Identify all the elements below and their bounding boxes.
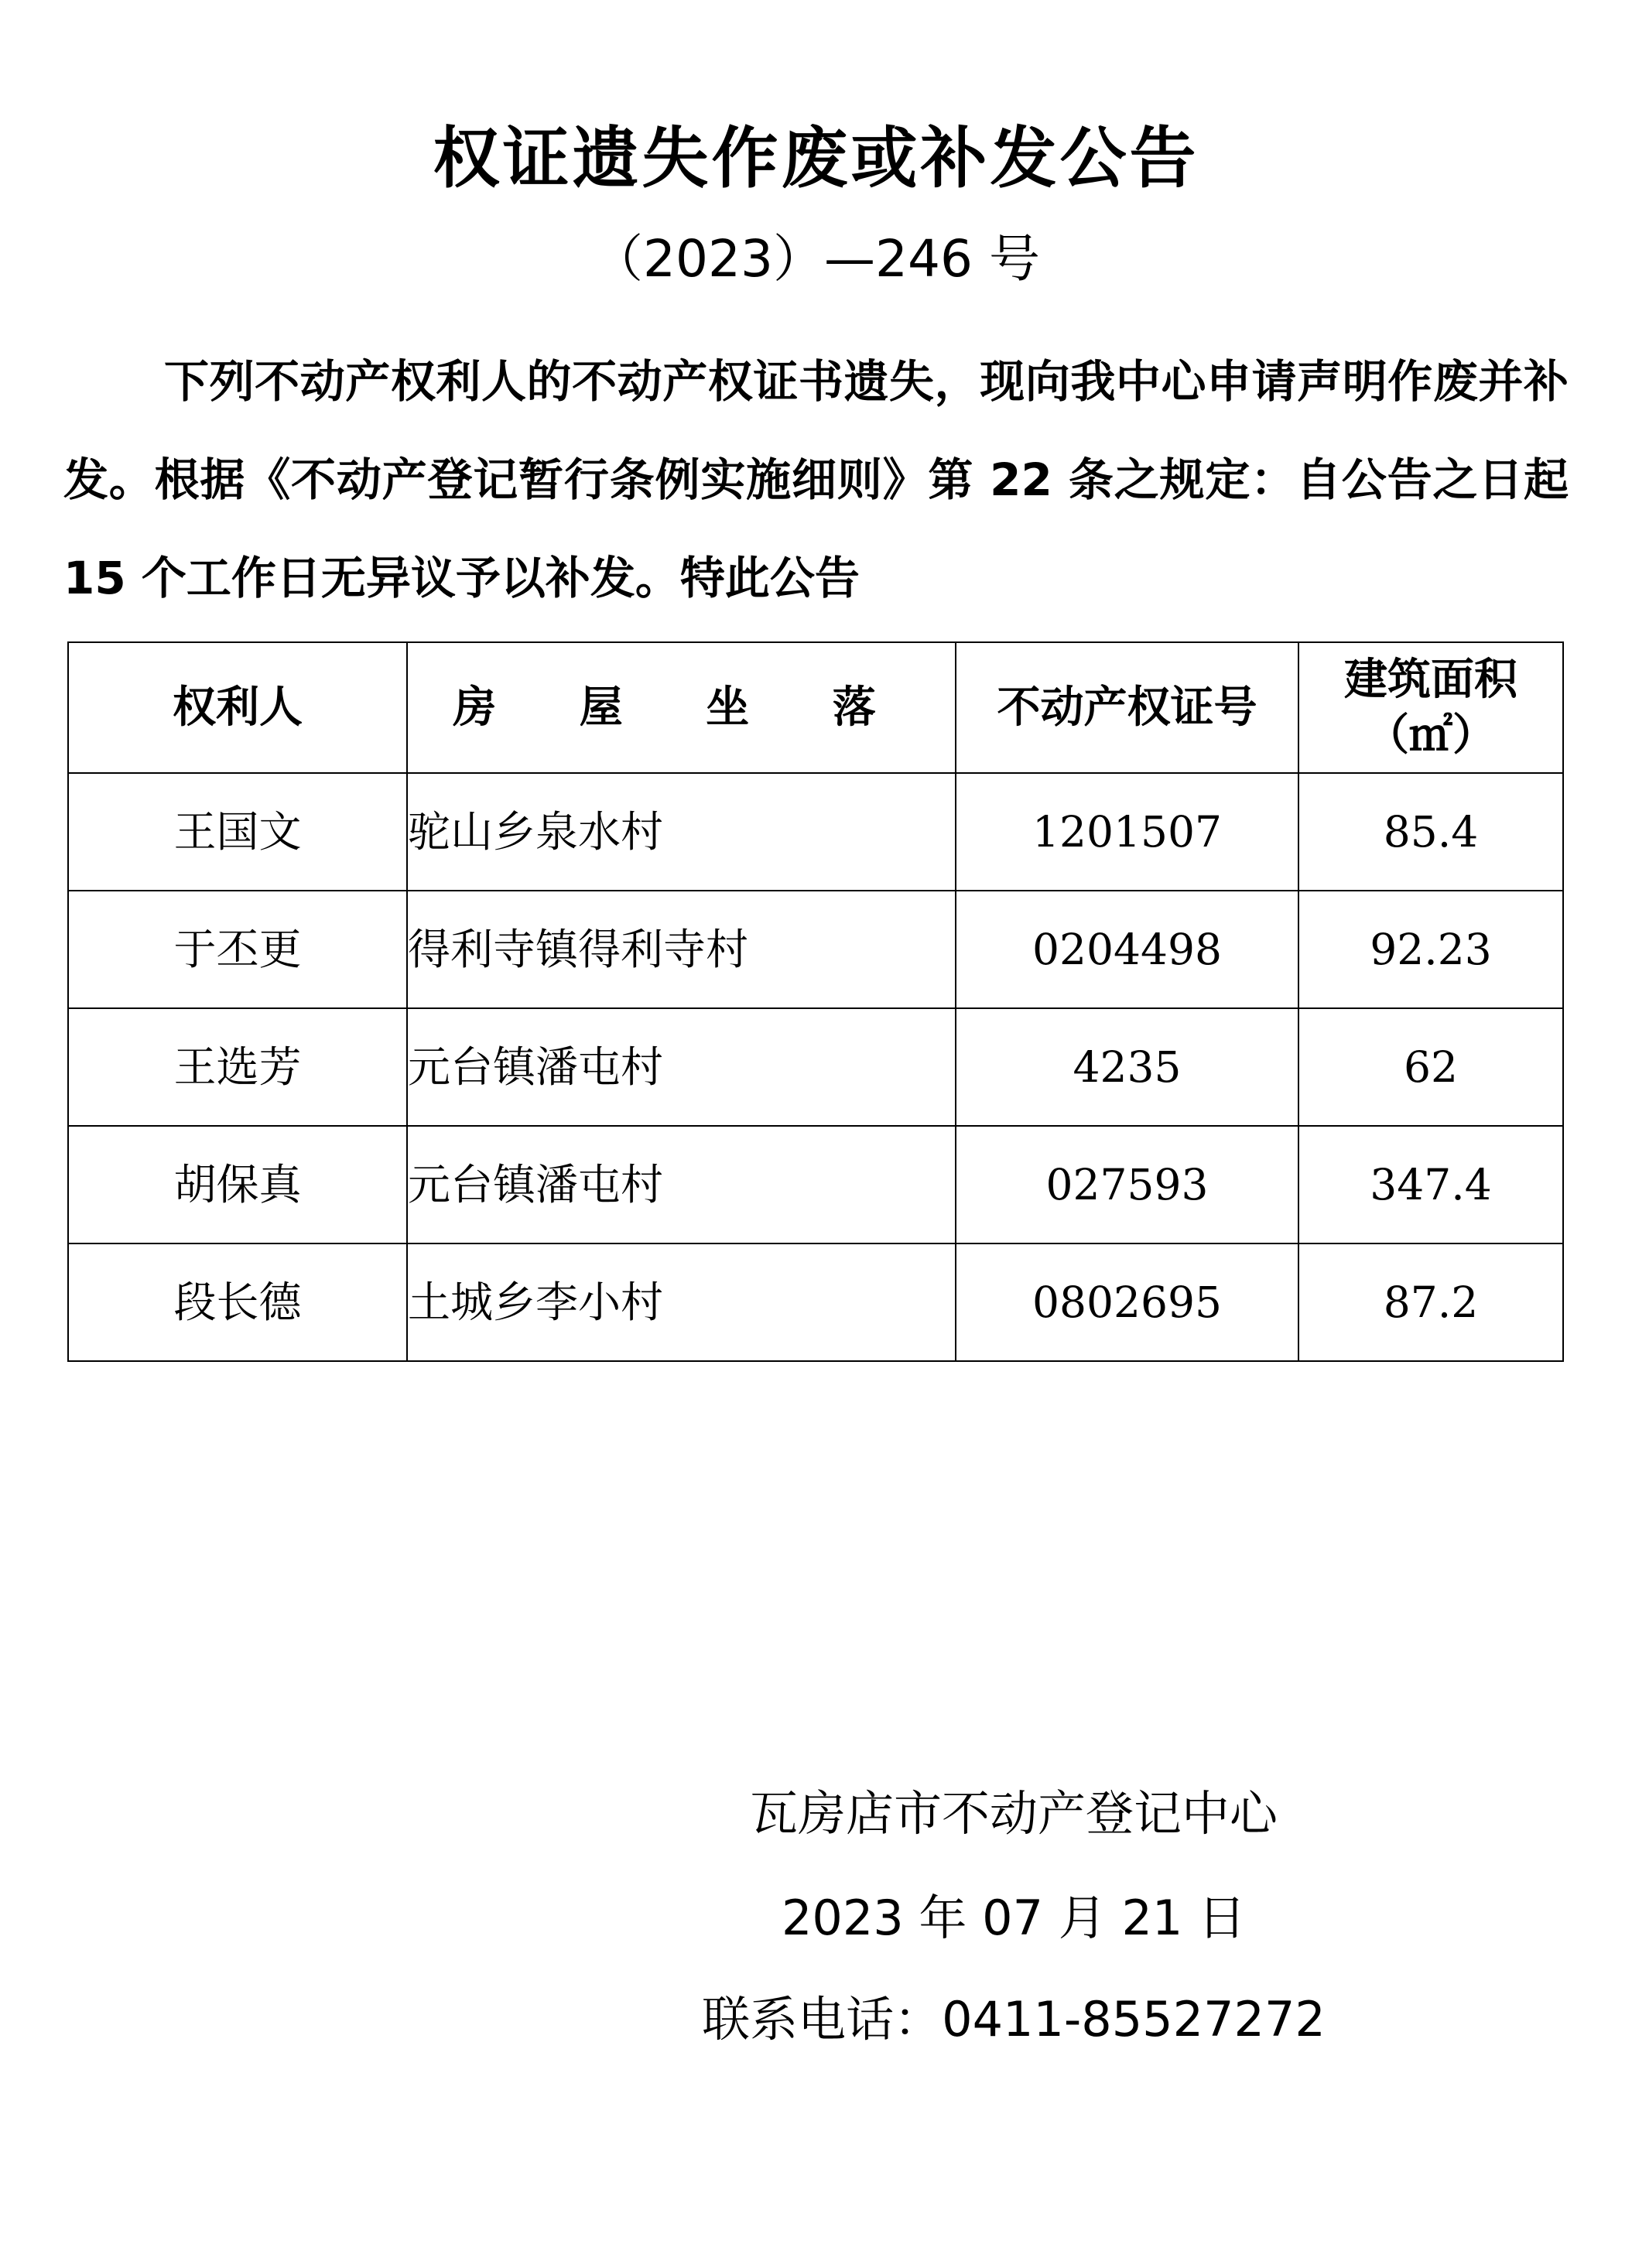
- header-area-unit: （㎡）: [1366, 710, 1496, 761]
- cell-location: 驼山乡泉水村: [407, 773, 956, 891]
- notice-number: （2023）—246 号: [592, 229, 1040, 289]
- table-row: [68, 891, 1563, 1008]
- cell-location: 元台镇潘屯村: [407, 1008, 956, 1126]
- notice-title: 权证遗失作废或补发公告: [433, 120, 1199, 197]
- cell-certificate: 1201507: [956, 773, 1298, 891]
- cell-area: 87.2: [1298, 1243, 1563, 1361]
- cell-certificate: 027593: [956, 1126, 1298, 1243]
- cell-holder: 王选芳: [68, 1008, 407, 1126]
- cell-location: 元台镇潘屯村: [407, 1126, 956, 1243]
- header-area: [1298, 642, 1563, 773]
- lost-certificate-table: [67, 641, 1564, 1362]
- cell-holder: 胡保真: [68, 1126, 407, 1243]
- table-header-row: [68, 642, 1563, 773]
- cell-area: 62: [1298, 1008, 1563, 1126]
- cell-location: 得利寺镇得利寺村: [407, 891, 956, 1008]
- header-location: 房 屋 坐 落: [407, 642, 956, 773]
- contact-phone: 联系电话：0411-85527272: [702, 1991, 1326, 2047]
- cell-holder: 于丕更: [68, 891, 407, 1008]
- cell-location: 土城乡李小村: [407, 1243, 956, 1361]
- cell-holder: 王国文: [68, 773, 407, 891]
- table-row: [68, 1008, 1563, 1126]
- cell-certificate: 4235: [956, 1008, 1298, 1126]
- cell-certificate: 0802695: [956, 1243, 1298, 1361]
- issuing-organization: 瓦房店市不动产登记中心: [749, 1785, 1278, 1842]
- notice-body: 下列不动产权利人的不动产权证书遗失，现向我中心申请声明作废并补发。根据《不动产登记暂行条例实施细则》第 22 条之规定：自公告之日起 15 个工作日无异议予以补发。特此公告: [63, 355, 1569, 604]
- cell-holder: 段长德: [68, 1243, 407, 1361]
- cell-area: 92.23: [1298, 891, 1563, 1008]
- header-holder: 权利人: [68, 642, 407, 773]
- table-row: [68, 1243, 1563, 1361]
- cell-area: 347.4: [1298, 1126, 1563, 1243]
- header-area-label: 建筑面积: [1344, 654, 1517, 705]
- issue-date: 2023 年 07 月 21 日: [781, 1890, 1247, 1946]
- cell-certificate: 0204498: [956, 891, 1298, 1008]
- header-certificate: 不动产权证号: [956, 642, 1298, 773]
- table-row: [68, 773, 1563, 891]
- table-row: [68, 1126, 1563, 1243]
- cell-area: 85.4: [1298, 773, 1563, 891]
